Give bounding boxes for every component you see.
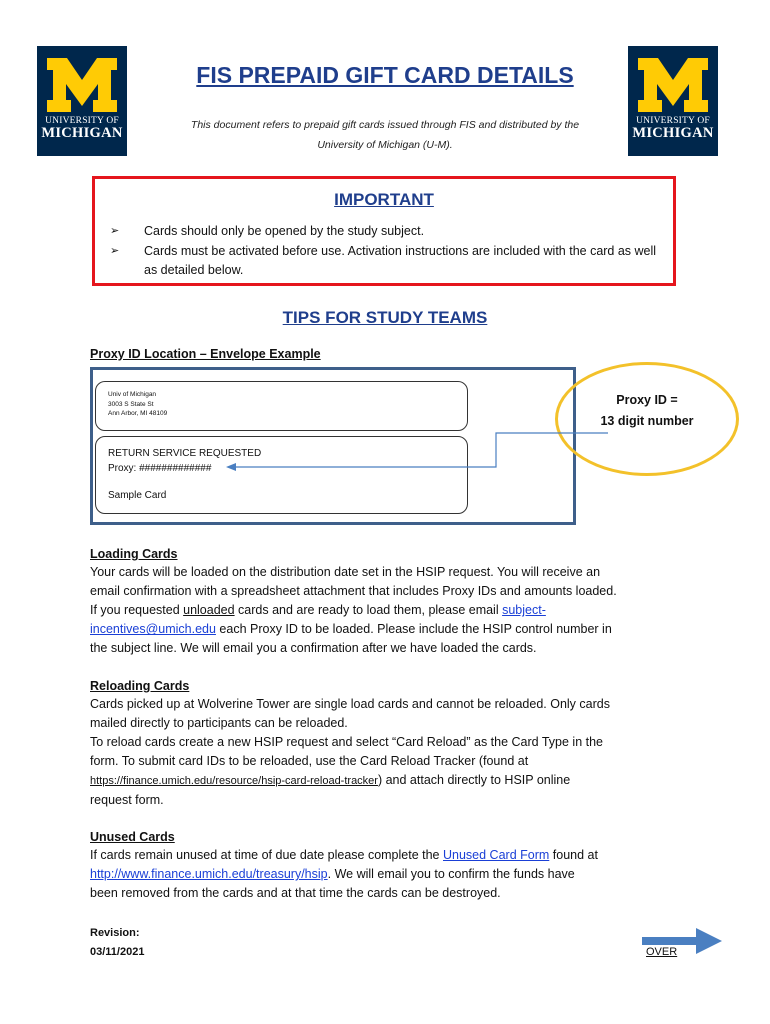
text-fragment: If cards remain unused at time of due date please complete the bbox=[90, 848, 443, 862]
return-service-text: RETURN SERVICE REQUESTED bbox=[108, 448, 262, 459]
text-fragment: each Proxy ID to be loaded. Please include the HSIP control number in bbox=[215, 622, 612, 637]
text-line: form. To submit card IDs to be reloaded, use the Card Reload Tracker (found at bbox=[90, 754, 529, 769]
text-line: email confirmation with a spreadsheet attachment that includes Proxy IDs and amounts loaded. bbox=[90, 584, 617, 599]
text-line: request form. bbox=[90, 793, 164, 808]
proxy-callout-line-2: 13 digit number bbox=[600, 414, 694, 428]
unloaded-emphasis: unloaded bbox=[183, 603, 235, 618]
text-fragment: ) and attach directly to HSIP online bbox=[377, 773, 571, 788]
address-line: 3003 S State St bbox=[108, 401, 154, 408]
text-line bbox=[90, 771, 690, 791]
text-line bbox=[90, 601, 690, 620]
over-link[interactable]: OVER bbox=[646, 946, 678, 958]
text-fragment: . We will email you to confirm the funds have bbox=[327, 867, 575, 882]
text-line: the subject line. We will email you a confirmation after we have loaded the cards. bbox=[90, 641, 537, 656]
loading-cards-text bbox=[90, 563, 690, 658]
important-heading: IMPORTANT bbox=[334, 190, 434, 209]
subtitle-line-2: University of Michigan (U-M). bbox=[317, 139, 453, 151]
block-m-icon bbox=[636, 56, 710, 114]
important-bullet bbox=[110, 242, 670, 280]
revision-date: 03/11/2021 bbox=[90, 946, 145, 958]
block-m-icon bbox=[45, 56, 119, 114]
reload-tracker-link[interactable]: https://finance.umich.edu/resource/hsip-card-reload-tracker bbox=[90, 775, 378, 788]
proxy-callout-line-1: Proxy ID = bbox=[616, 393, 678, 407]
unused-cards-heading: Unused Cards bbox=[90, 830, 175, 844]
text-line bbox=[90, 846, 690, 865]
page-subtitle bbox=[160, 115, 610, 155]
tips-heading: TIPS FOR STUDY TEAMS bbox=[282, 308, 488, 327]
text-line: To reload cards create a new HSIP request and select “Card Reload” as the Card Type in the bbox=[90, 735, 604, 750]
reloading-cards-text bbox=[90, 695, 690, 811]
text-line: Your cards will be loaded on the distribution date set in the HSIP request. You will receive an bbox=[90, 565, 601, 579]
logo-line-2: MICHIGAN bbox=[632, 125, 714, 141]
subtitle-line-1: This document refers to prepaid gift cards issued through FIS and distributed by the bbox=[190, 119, 580, 131]
text-fragment: found at bbox=[549, 848, 598, 862]
revision-label: Revision: bbox=[90, 927, 140, 939]
treasury-hsip-link[interactable]: http://www.finance.umich.edu/treasury/hsip bbox=[90, 867, 328, 882]
important-bullet bbox=[110, 222, 670, 241]
text-line: Cards picked up at Wolverine Tower are single load cards and cannot be reloaded. Only cards bbox=[90, 697, 610, 711]
text-line bbox=[90, 865, 690, 884]
page-title: FIS PREPAID GIFT CARD DETAILS bbox=[196, 62, 574, 88]
proxy-text: Proxy: ############# bbox=[108, 463, 212, 474]
logo-line-1: UNIVERSITY OF bbox=[45, 116, 119, 126]
email-link-part-1[interactable]: subject- bbox=[502, 603, 546, 618]
bullet-text: Cards must be activated before use. Activation instructions are included with the card as well as detailed below. bbox=[144, 244, 657, 277]
unused-card-form-link[interactable]: Unused Card Form bbox=[443, 848, 550, 862]
text-fragment: If you requested bbox=[90, 603, 184, 618]
address-line: Ann Arbor, MI 48109 bbox=[108, 410, 168, 417]
logo-line-1: UNIVERSITY OF bbox=[636, 116, 710, 126]
bullet-text: Cards should only be opened by the study subject. bbox=[144, 224, 425, 238]
university-logo-right bbox=[628, 46, 718, 156]
address-line: Univ of Michigan bbox=[108, 391, 157, 398]
logo-line-2: MICHIGAN bbox=[41, 125, 123, 141]
email-link-part-2[interactable]: incentives@umich.edu bbox=[90, 622, 216, 637]
arrow-bullet-icon: ➢ bbox=[110, 245, 120, 257]
loading-cards-heading: Loading Cards bbox=[90, 547, 178, 561]
reloading-cards-heading: Reloading Cards bbox=[90, 679, 190, 693]
arrow-bullet-icon: ➢ bbox=[110, 225, 120, 237]
text-fragment: cards and are ready to load them, please email bbox=[234, 603, 503, 618]
text-line bbox=[90, 620, 690, 639]
text-line: mailed directly to participants can be reloaded. bbox=[90, 716, 348, 731]
unused-cards-text bbox=[90, 846, 690, 903]
text-line: been removed from the cards and at that time the cards can be destroyed. bbox=[90, 886, 501, 901]
sample-card-text: Sample Card bbox=[108, 490, 167, 501]
university-logo-left bbox=[37, 46, 127, 156]
proxy-location-heading: Proxy ID Location – Envelope Example bbox=[90, 347, 321, 361]
